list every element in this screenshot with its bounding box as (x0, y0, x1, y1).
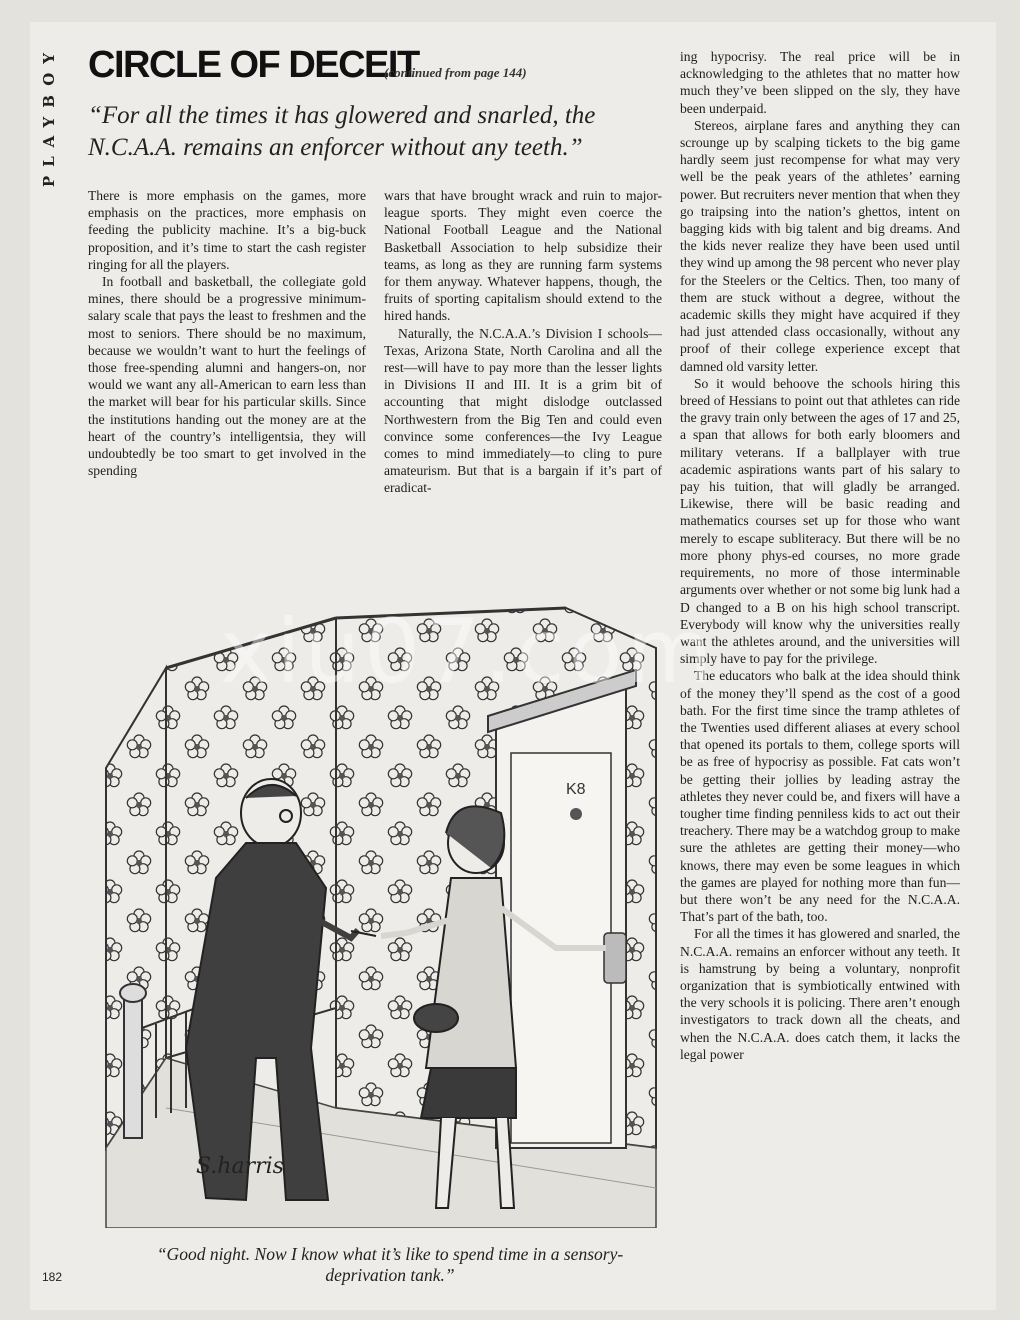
door-label: K8 (566, 781, 586, 798)
paragraph: There is more emphasis on the games, more emphasis on the practices, more emphasis on feeding the publicity machine. It’s a big-buck proposition, and it’s time to start the cash register ringing for all the players. (88, 188, 366, 272)
pull-quote: “For all the times it has glowered and snarled, the N.C.A.A. remains an enforcer without any teeth.” (88, 102, 596, 161)
continued-note: (continued from page 144) (384, 65, 527, 80)
cartoon-illustration (96, 588, 660, 1228)
column-2 (384, 187, 662, 497)
paragraph: Stereos, airplane fares and anything they can scrounge up by scalping tickets to the big game hardly seem just recompense for what may very well be the peak years of the athletes’ earning power. But recruiters never mention that when they go traipsing into the nation’s ghettos, intent on bagging kids with big talent and big dreams. And the kids never realize they have been used until they wind up among the 98 percent who never play for the Steelers or the Celtics. Then, too many of them are stuck without a degree, without the academic skills they might have acquired if they had just attended class occasionally, without any proof of their college experience except that damned old varsity letter. (680, 117, 960, 374)
column-3 (680, 48, 960, 1063)
paragraph: In football and basketball, the collegiate gold mines, there should be a progressive minimum-salary scale that pays the least to freshmen and the most to seniors. There should be no maximum, because we wouldn’t want to hurt the feelings of those free-spending alumni and hangers-on, nor would we want any all-American to earn less than the market will bear for his particular skills. Since the institutions handing out the money are at the heart of the country’s intelligentsia, they will undoubtedly be too smart to get involved in the spending (88, 274, 366, 479)
cartoon-caption: “Good night. Now I know what it’s like to spend time in a sensory-deprivation tank.” (156, 1244, 624, 1285)
paragraph: ing hypocrisy. The real price will be in acknowledging to the athletes that no matter how much they’ve been slipped on the sly, they have been underpaid. (680, 49, 960, 116)
paragraph: So it would behoove the schools hiring this breed of Hessians to point out that athletes can ride the gravy train only between the ages of 17 and 25, a span that allows for both early bloomers and military veterans. If a ballplayer with true academic aspirations wants part of his salary to pay his tuition, that will gladly be arranged. Likewise, there will be basic reading and mathematics courses set up for those who want merely to escape subliteracy. But there will be no more phony phys-ed courses, no more grade requirements, no more of those interminable arguments over whether or not some big lunk had a D changed to a B on his high school transcript. Everybody will know why the universities really want the athletes around, and the universities will simply have to pay for the privilege. (680, 375, 960, 667)
magazine-brand: PLAYBOY (40, 44, 58, 188)
column-1 (88, 187, 366, 479)
paragraph: Naturally, the N.C.A.A.’s Division I schools—Texas, Arizona State, North Carolina and all the rest—will have to pay more than the lesser lights in Divisions II and III. It is a grim bit of accounting that might dislodge outclassed Northwestern from the Big Ten and could even convince some conferences—the Ivy League comes to mind immediately—to cling to pure amateurism. But that is a bargain if it’s part of eradicat- (384, 325, 662, 496)
paragraph: The educators who balk at the idea should think of the money they’ll spend as the cost of a good bath. For the first time since the tramp athletes of the Twenties used different aliases at every school that opened its portals to them, college sports will be as free of hypocrisy as possible. Fat cats won’t be getting their jollies by leading astray the athletes they never could be, and fixers will have a tougher time finding penniless kids to act out their treachery. There may be a watchdog group to make sure the athletes are getting their money—who knows, there may even be some leagues in which the games are played for nothing more than fun—but there won’t be any need for the N.C.A.A. That’s part of the bath, too. (680, 668, 960, 925)
watermark: xiu07.com (220, 600, 717, 703)
cartoonist-signature: S.harris (196, 1154, 284, 1179)
page-number: 182 (42, 1270, 63, 1284)
paragraph: For all the times it has glowered and snarled, the N.C.A.A. remains an enforcer without any teeth. It is hamstrung by being a voluntary, nonprofit organization that is symbiotically entwined with the very schools it is policing. There aren’t enough investigators to track down all the cheats, and when the N.C.A.A. does catch them, it lacks the legal power (680, 926, 960, 1062)
article-title: CIRCLE OF DECEIT (88, 44, 419, 86)
paragraph: wars that have brought wrack and ruin to major-league sports. They might even coerce the National Football League and the National Basketball Association to help subsidize their teams, as long as they are running farm systems for them anyway. Whatever happens, though, the fruits of sporting capitalism should extend to the hired hands. (384, 188, 662, 324)
